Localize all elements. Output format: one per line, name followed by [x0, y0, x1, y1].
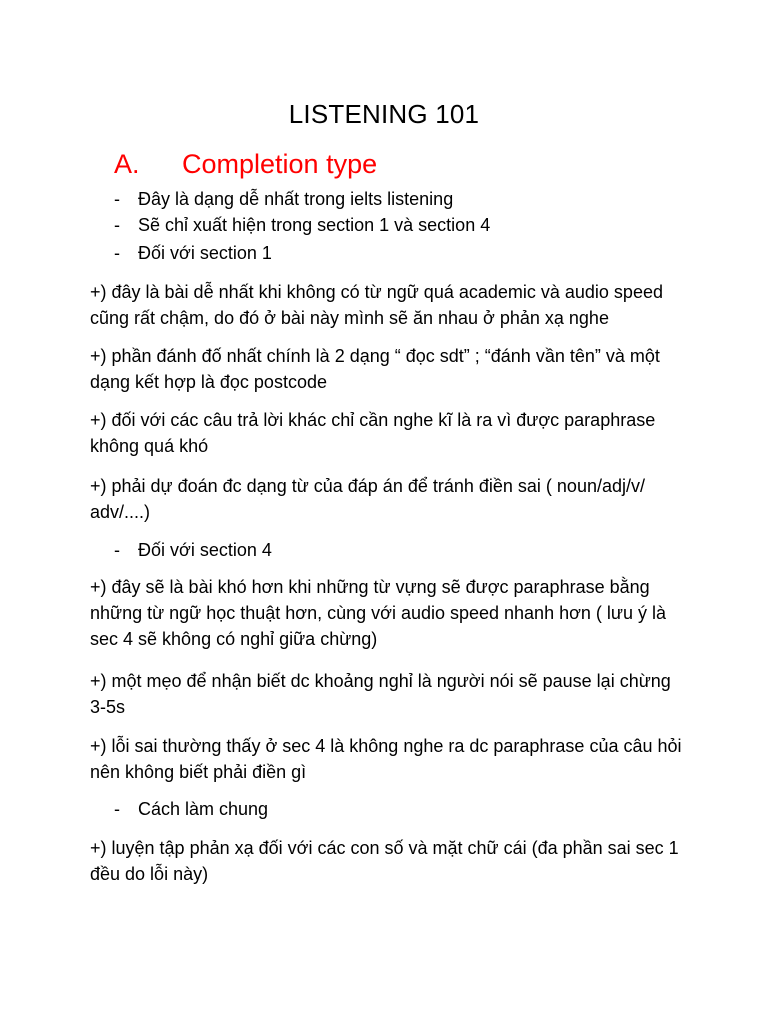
paragraph: +) một mẹo để nhận biết dc khoảng nghỉ là người nói sẽ pause lại chừng 3-5s	[90, 671, 671, 717]
paragraph: +) lỗi sai thường thấy ở sec 4 là không nghe ra dc paraphrase của câu hỏi nên không biết phải điền gì	[90, 736, 682, 782]
bullet-text: Đối với section 4	[138, 540, 272, 560]
bullet-item	[114, 186, 453, 212]
bullet-text: Sẽ chỉ xuất hiện trong section 1 và section 4	[138, 215, 491, 235]
bullet-item-section-4	[114, 537, 272, 563]
paragraph: +) luyện tập phản xạ đối với các con số và mặt chữ cái (đa phần sai sec 1 đều do lỗi này)	[90, 838, 679, 884]
document-title: LISTENING 101	[288, 99, 480, 129]
paragraph: +) phải dự đoán đc dạng từ của đáp án để tránh điền sai ( noun/adj/v/ adv/....)	[90, 476, 645, 522]
bullet-dash: -	[114, 189, 120, 209]
bullet-item	[114, 212, 490, 238]
section-heading	[114, 145, 377, 183]
bullet-item-section-1	[114, 240, 272, 266]
section-heading-text: Completion type	[182, 149, 378, 179]
bullet-text: Đây là dạng dễ nhất trong ielts listening	[138, 189, 454, 209]
section-letter: A.	[114, 149, 140, 179]
bullet-item-general	[114, 796, 268, 822]
bullet-text: Cách làm chung	[138, 799, 269, 819]
paragraph: +) phần đánh đố nhất chính là 2 dạng “ đọc sdt” ; “đánh vần tên” và một dạng kết hợp là đọc postcode	[90, 346, 660, 392]
bullet-dash: -	[114, 799, 120, 819]
bullet-dash: -	[114, 215, 120, 235]
paragraph: +) đây sẽ là bài khó hơn khi những từ vựng sẽ được paraphrase bằng những từ ngữ học thuật hơn, cùng với audio speed nhanh hơn ( lưu ý là sec 4 sẽ không có nghỉ giữa chừng)	[90, 577, 666, 649]
paragraph: +) đối với các câu trả lời khác chỉ cần nghe kĩ là ra vì được paraphrase không quá khó	[90, 410, 656, 456]
bullet-dash: -	[114, 540, 120, 560]
bullet-text: Đối với section 1	[138, 243, 272, 263]
paragraph: +) đây là bài dễ nhất khi không có từ ngữ quá academic và audio speed cũng rất chậm, do đó ở bài này mình sẽ ăn nhau ở phản xạ nghe	[90, 282, 663, 328]
bullet-dash: -	[114, 243, 120, 263]
